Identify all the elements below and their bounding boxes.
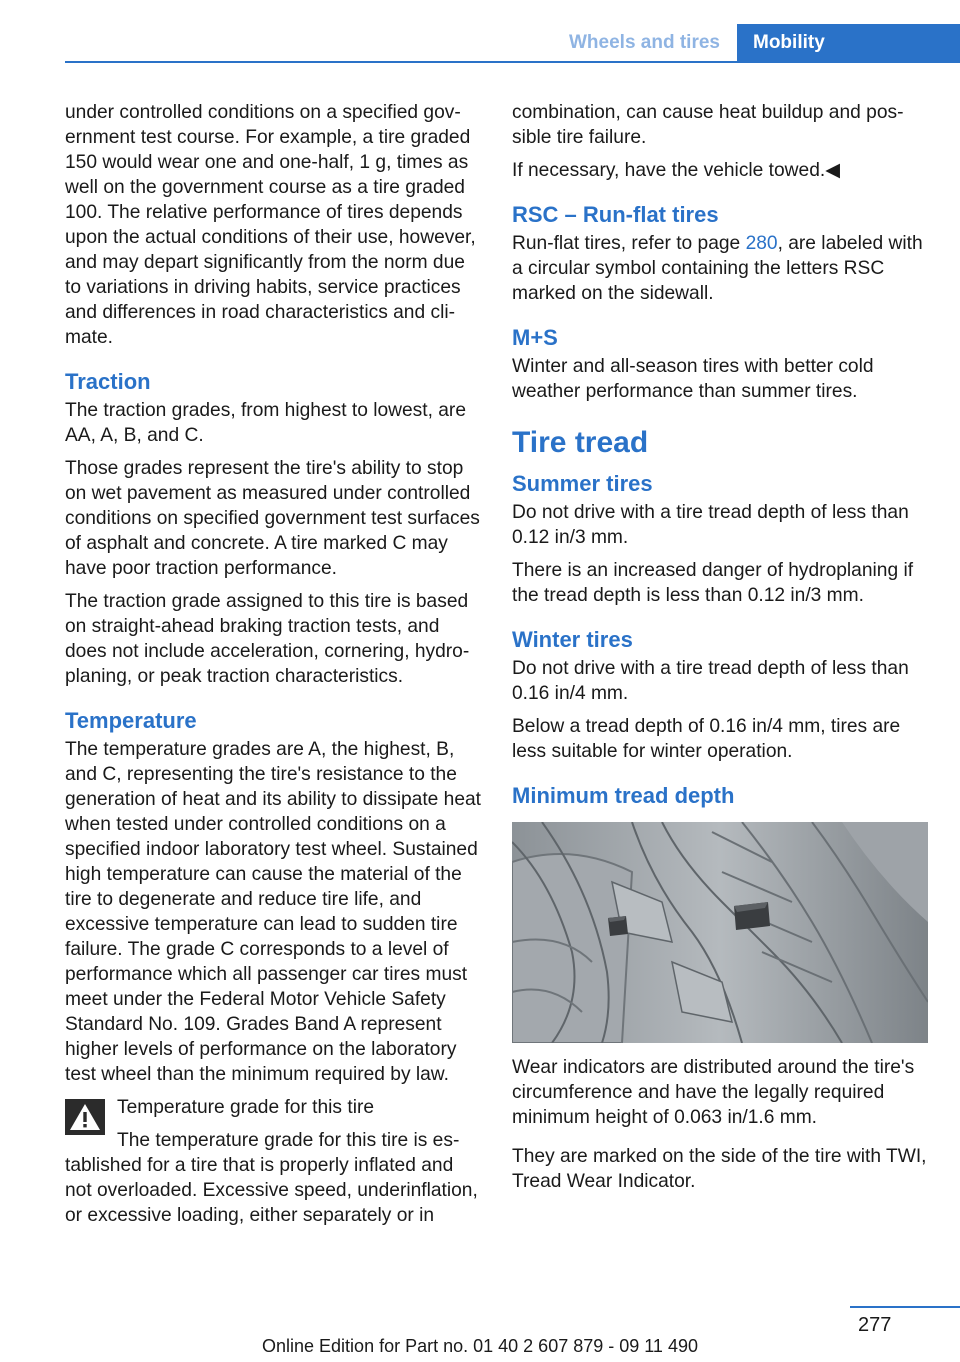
edition-footer: Online Edition for Part no. 01 40 2 607 879 - 09 11 490 [262, 1336, 698, 1356]
heading-summer-tires: Summer tires [512, 471, 653, 496]
paragraph: The traction grade assigned to this tire is based on straight-ahead braking traction tests, and does not include acceleration, cornering, hydroplaning, or peak traction characteristics. [65, 591, 470, 687]
header-rule [65, 61, 960, 63]
tire-tread-image [512, 822, 928, 1043]
heading-minimum-tread: Minimum tread depth [512, 783, 735, 808]
paragraph: They are marked on the side of the tire with TWI, Tread Wear Indicator. [512, 1146, 927, 1192]
paragraph: Winter and all-season tires with better cold weather performance than summer tires. [512, 356, 874, 402]
heading-rsc: RSC – Run-flat tires [512, 202, 719, 227]
warning-title: Temperature grade for this tire [117, 1097, 375, 1118]
paragraph: Do not drive with a tire tread depth of less than 0.16 in/4 mm. [512, 658, 909, 704]
heading-temperature: Temperature [65, 708, 197, 733]
paragraph: The traction grades, from highest to lowest, are AA, A, B, and C. [65, 400, 466, 446]
paragraph: combination, can cause heat buildup and possible tire failure. [512, 102, 904, 148]
page-header [0, 24, 960, 62]
warning-text: The temperature grade for this tire is established for a tire that is properly inflated and not overloaded. Excessive speed, underinflation, or excessive loading, either separately or in [65, 1130, 478, 1226]
right-column [512, 100, 930, 1202]
paragraph: Wear indicators are distributed around the tire's circumference and have the legally required minimum height of 0.063 in/1.6 mm. [512, 1057, 915, 1128]
paragraph: Below a tread depth of 0.16 in/4 mm, tires are less suitable for winter operation. [512, 716, 901, 762]
heading-traction: Traction [65, 369, 151, 394]
paragraph: under controlled conditions on a specified government test course. For example, a tire graded 150 would wear one and one-half, 1 g, times as well on the government course as a tire graded 100. The relative performance of tires depends upon the actual conditions of their use, however, and may depart significantly from the norm due to variations in driving habits, service practices and differences in road characteristics and climate. [65, 102, 476, 348]
header-section-title: Wheels and tires [569, 32, 720, 53]
tire-tread-illustration [512, 822, 928, 1043]
paragraph: Those grades represent the tire's ability to stop on wet pavement as measured under controlled conditions on specified government test surfaces of asphalt and concrete. A tire marked C may have poor traction performance. [65, 458, 480, 579]
paragraph: Do not drive with a tire tread depth of less than 0.12 in/3 mm. [512, 502, 909, 548]
heading-ms: M+S [512, 325, 558, 350]
page-number: 277 [858, 1314, 892, 1336]
warning-note [65, 1095, 482, 1228]
paragraph: There is an increased danger of hydroplaning if the tread depth is less than 0.12 in/3 mm. [512, 560, 914, 606]
left-column [65, 100, 482, 1236]
footer-rule [850, 1306, 960, 1308]
paragraph: The temperature grades are A, the highest, B, and C, representing the tire's resistance to the generation of heat and its ability to dissipate heat when tested under controlled conditions on a specified indoor laboratory test wheel. Sustained high temperature can cause the material of the tire to degenerate and reduce tire life, and excessive temperature can lead to sudden tire failure. The grade C corresponds to a level of performance which all passenger car tires must meet under the Federal Motor Vehicle Safety Standard No. 109. Grades Band A represent higher levels of performance on the laboratory test wheel than the minimum required by law. [65, 739, 482, 1085]
heading-tire-tread: Tire tread [512, 426, 649, 459]
heading-winter-tires: Winter tires [512, 627, 633, 652]
page-link-280[interactable]: 280 [745, 233, 778, 254]
warning-triangle-icon [65, 1099, 105, 1135]
header-chapter-tab: Mobility [737, 24, 960, 62]
paragraph-rsc: Run-flat tires, refer to page 280, are labeled with a circular symbol containing the letters RSC marked on the sidewall. [512, 233, 923, 304]
paragraph: If necessary, have the vehicle towed.◀ [512, 160, 840, 181]
